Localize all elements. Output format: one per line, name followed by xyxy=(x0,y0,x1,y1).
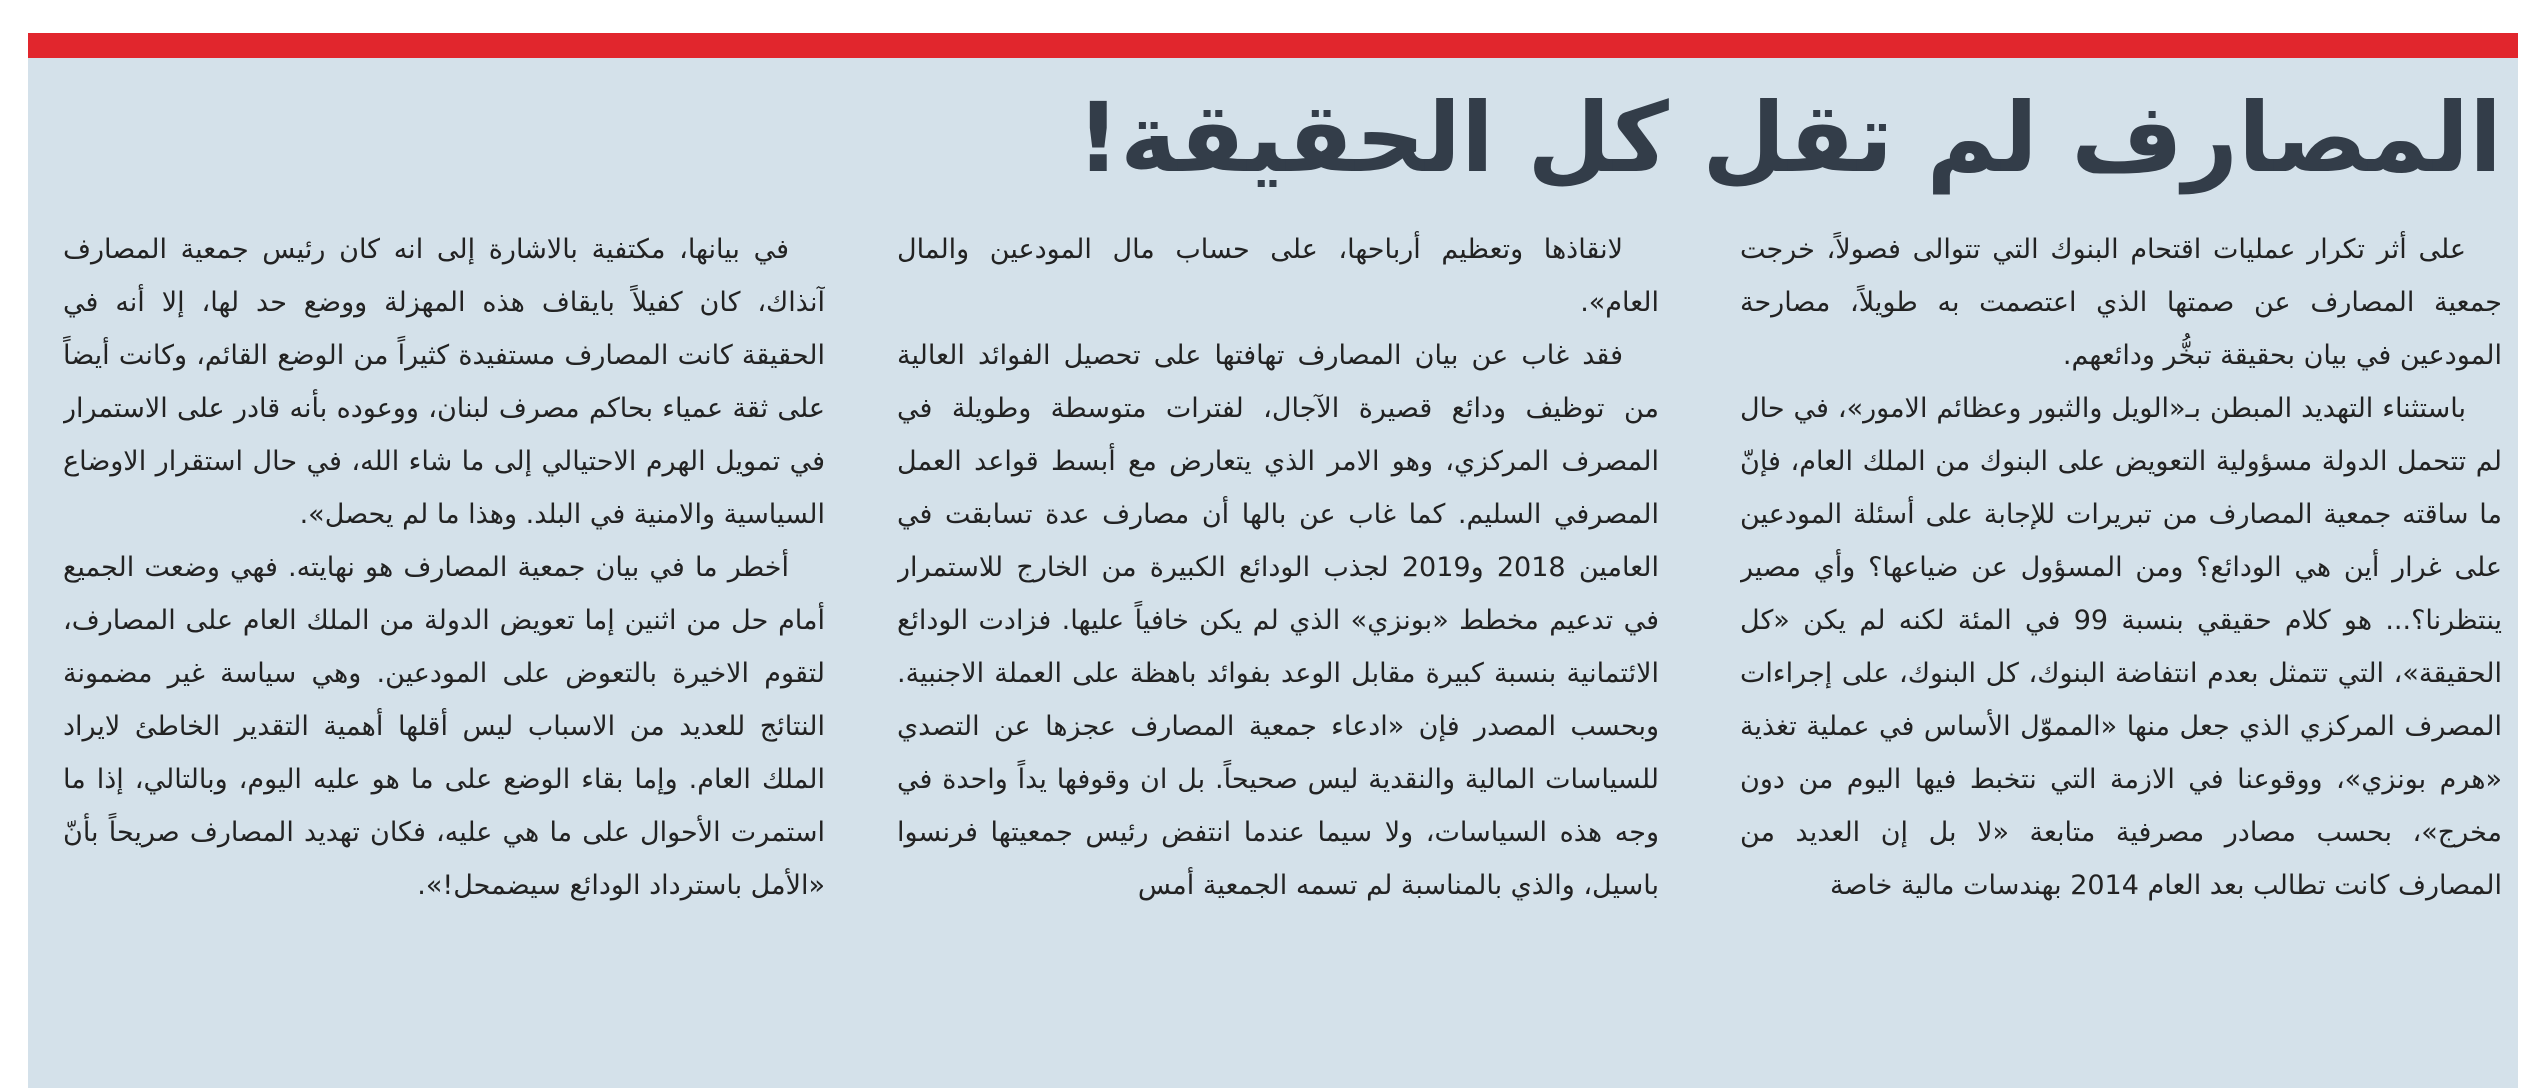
column-2-paragraph-1: لانقاذها وتعظيم أرباحها، على حساب مال المودعين والمال العام». xyxy=(897,234,1659,318)
article-column-1 xyxy=(1740,223,2502,1023)
column-2-paragraph-2: فقد غاب عن بيان المصارف تهافتها على تحصيل الفوائد العالية من توظيف ودائع قصيرة الآجال، لفترات متوسطة وطويلة في المصرف المركزي، وهو الامر الذي يتعارض مع أبسط قواعد العمل المصرفي السليم. كما غاب عن بالها أن مصارف عدة تسابقت في العامين 2018 و2019 لجذب الودائع الكبيرة من الخارج للاستمرار في تدعيم مخطط «بونزي» الذي لم يكن خافياً عليها. فزادت الودائع الائتمانية بنسبة كبيرة مقابل الوعد بفوائد باهظة على العملة الاجنبية. وبحسب المصدر فإن «ادعاء جمعية المصارف عجزها عن التصدي للسياسات المالية والنقدية ليس صحيحاً. بل ان وقوفها يداً واحدة في وجه هذه السياسات، ولا سيما عندما انتفض رئيس جمعيتها فرنسوا باسيل، والذي بالمناسبة لم تسمه الجمعية أمس xyxy=(897,340,1659,901)
top-accent-bar xyxy=(28,33,2518,58)
column-3-paragraph-2: أخطر ما في بيان جمعية المصارف هو نهايته. فهي وضعت الجميع أمام حل من اثنين إما تعويض الدولة من الملك العام على المصارف، لتقوم الاخيرة بالتعوض على المودعين. وهي سياسة غير مضمونة النتائج للعديد من الاسباب ليس أقلها أهمية التقدير الخاطئ لايراد الملك العام. وإما بقاء الوضع على ما هو عليه اليوم، وبالتالي، إذا ما استمرت الأحوال على ما هي عليه، فكان تهديد المصارف صريحاً بأنّ «الأمل باسترداد الودائع سيضمحل!». xyxy=(63,552,825,901)
article-headline: المصارف لم تقل كل الحقيقة! xyxy=(1076,82,2502,194)
column-1-paragraph-1: على أثر تكرار عمليات اقتحام البنوك التي تتوالى فصولاً، خرجت جمعية المصارف عن صمتها الذي اعتصمت به طويلاً، مصارحة المودعين في بيان بحقيقة تبخُّر ودائعهم. xyxy=(1740,234,2502,371)
column-3-paragraph-1: في بيانها، مكتفية بالاشارة إلى انه كان رئيس جمعية المصارف آنذاك، كان كفيلاً بايقاف هذه المهزلة ووضع حد لها، إلا أنه في الحقيقة كانت المصارف مستفيدة كثيراً من الوضع القائم، وكانت أيضاً على ثقة عمياء بحاكم مصرف لبنان، ووعوده بأنه قادر على الاستمرار في تمويل الهرم الاحتيالي إلى ما شاء الله، في حال استقرار الاوضاع السياسية والامنية في البلد. وهذا ما لم يحصل». xyxy=(63,234,825,530)
article-column-2 xyxy=(897,223,1659,1023)
column-1-paragraph-2: باستثناء التهديد المبطن بـ«الويل والثبور وعظائم الامور»، في حال لم تتحمل الدولة مسؤولية التعويض على البنوك من الملك العام، فإنّ ما ساقته جمعية المصارف من تبريرات للإجابة على أسئلة المودعين على غرار أين هي الودائع؟ ومن المسؤول عن ضياعها؟ وأي مصير ينتظرنا؟... هو كلام حقيقي بنسبة 99 في المئة لكنه لم يكن «كل الحقيقة»، التي تتمثل بعدم انتفاضة البنوك، كل البنوك، على إجراءات المصرف المركزي الذي جعل منها «المموّل الأساس في عملية تغذية «هرم بونزي»، ووقوعنا في الازمة التي نتخبط فيها اليوم من دون مخرج»، بحسب مصادر مصرفية متابعة «لا بل إن العديد من المصارف كانت تطالب بعد العام 2014 بهندسات مالية خاصة xyxy=(1740,393,2502,901)
article-column-3 xyxy=(63,223,825,1023)
